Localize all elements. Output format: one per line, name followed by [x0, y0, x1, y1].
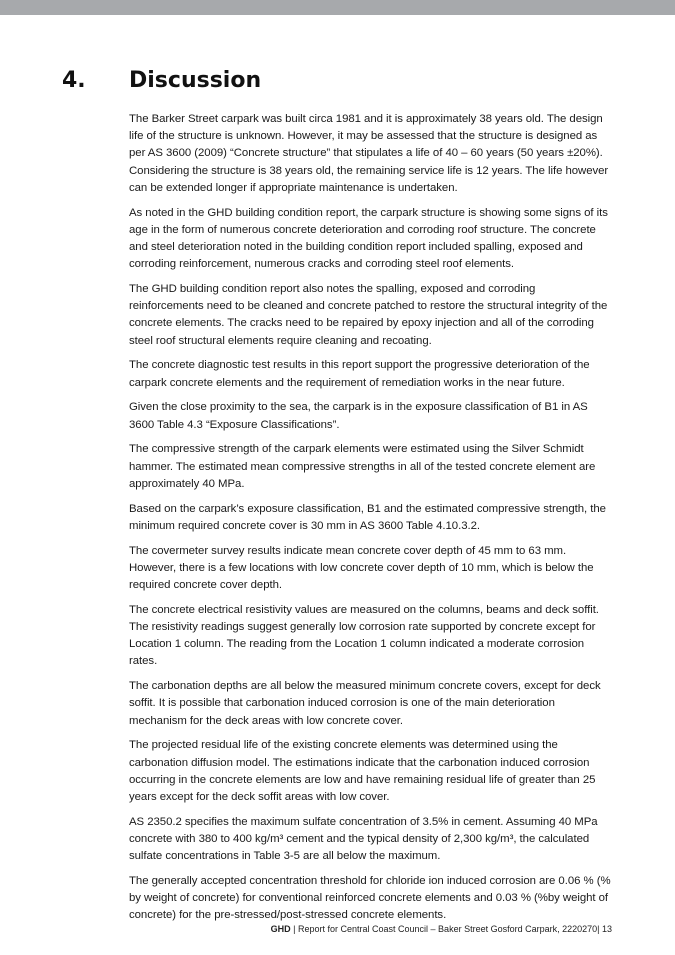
- paragraph: The concrete electrical resistivity values are measured on the columns, beams and deck soffit. The resistivity readings suggest generally low corrosion rate supported by concrete except for Location 1 column. The reading from the Location 1 column indicated a moderate corrosion rates.: [129, 603, 599, 668]
- section-title: Discussion: [129, 68, 262, 93]
- paragraph: The GHD building condition report also notes the spalling, exposed and corroding reinforcements need to be cleaned and concrete patched to restore the structural integrity of the concrete elements. The cracks need to be repaired by epoxy injection and all of the corroding steel roof structural elements require cleaning and recoating.: [129, 283, 608, 347]
- body-text: [129, 111, 613, 932]
- paragraph: Based on the carpark’s exposure classification, B1 and the estimated compressive strength, the minimum required concrete cover is 30 mm in AS 3600 Table 4.10.3.2.: [129, 502, 606, 532]
- paragraph: The projected residual life of the existing concrete elements was determined using the carbonation diffusion model. The estimations indicate that the carbonation induced corrosion occurring in the concrete elements are low and have remaining residual life of greater than 25 years except for the deck soffit areas with low cover.: [129, 739, 596, 804]
- paragraph: The compressive strength of the carpark elements were estimated using the Silver Schmidt hammer. The estimated mean compressive strengths in all of the tested concrete element are approximately 40 MPa.: [129, 443, 596, 490]
- paragraph: As noted in the GHD building condition report, the carpark structure is showing some signs of its age in the form of numerous concrete deterioration and corroding roof structure. The concrete and steel deterioration noted in the building condition report included spalling, exposed and corroding reinforcement, numerous cracks and corroding steel roof elements.: [129, 206, 608, 271]
- paragraph: AS 2350.2 specifies the maximum sulfate concentration of 3.5% in cement. Assuming 40 MPa concrete with 380 to 400 kg/m³ cement and the typical density of 2,300 kg/m³, the calculated sulfate concentrations in Table 3-5 are all below the maximum.: [129, 815, 598, 863]
- section-heading: [62, 66, 261, 96]
- header-bar: [0, 0, 675, 15]
- paragraph: Given the close proximity to the sea, the carpark is in the exposure classification of B1 in AS 3600 Table 4.3 “Exposure Classifications”.: [129, 401, 588, 431]
- paragraph: The Barker Street carpark was built circa 1981 and it is approximately 38 years old. The design life of the structure is unknown. However, it may be assessed that the structure is designed as per AS 3600 (2009) “Concrete structure” that stipulates a life of 40 – 60 years (50 years ±20%). Considering the structure is 38 years old, the remaining service life is 12 years. The life however can be extended longer if appropriate maintenance is undertaken.: [129, 113, 609, 194]
- page-footer: [271, 923, 612, 935]
- paragraph: The carbonation depths are all below the measured minimum concrete covers, except for deck soffit. It is possible that carbonation induced corrosion is one of the main deterioration mechanism for the deck areas with low concrete cover.: [129, 680, 601, 727]
- paragraph: The generally accepted concentration threshold for chloride ion induced corrosion are 0.06 % (% by weight of concrete) for conventional reinforced concrete elements and 0.03 % (%by weight of concrete) for the pre-stressed/post-stressed concrete elements.: [129, 875, 611, 922]
- section-number: 4.: [62, 68, 86, 93]
- paragraph: The concrete diagnostic test results in this report support the progressive deterioration of the carpark concrete elements and the requirement of remediation works in the near future.: [129, 359, 590, 389]
- footer-text: | Report for Central Coast Council – Baker Street Gosford Carpark, 2220270| 13: [290, 924, 612, 934]
- footer-company: GHD: [270, 924, 291, 934]
- paragraph: The covermeter survey results indicate mean concrete cover depth of 45 mm to 63 mm. However, there is a few locations with low concrete cover depth of 10 mm, which is below the required concrete cover depth.: [129, 544, 594, 592]
